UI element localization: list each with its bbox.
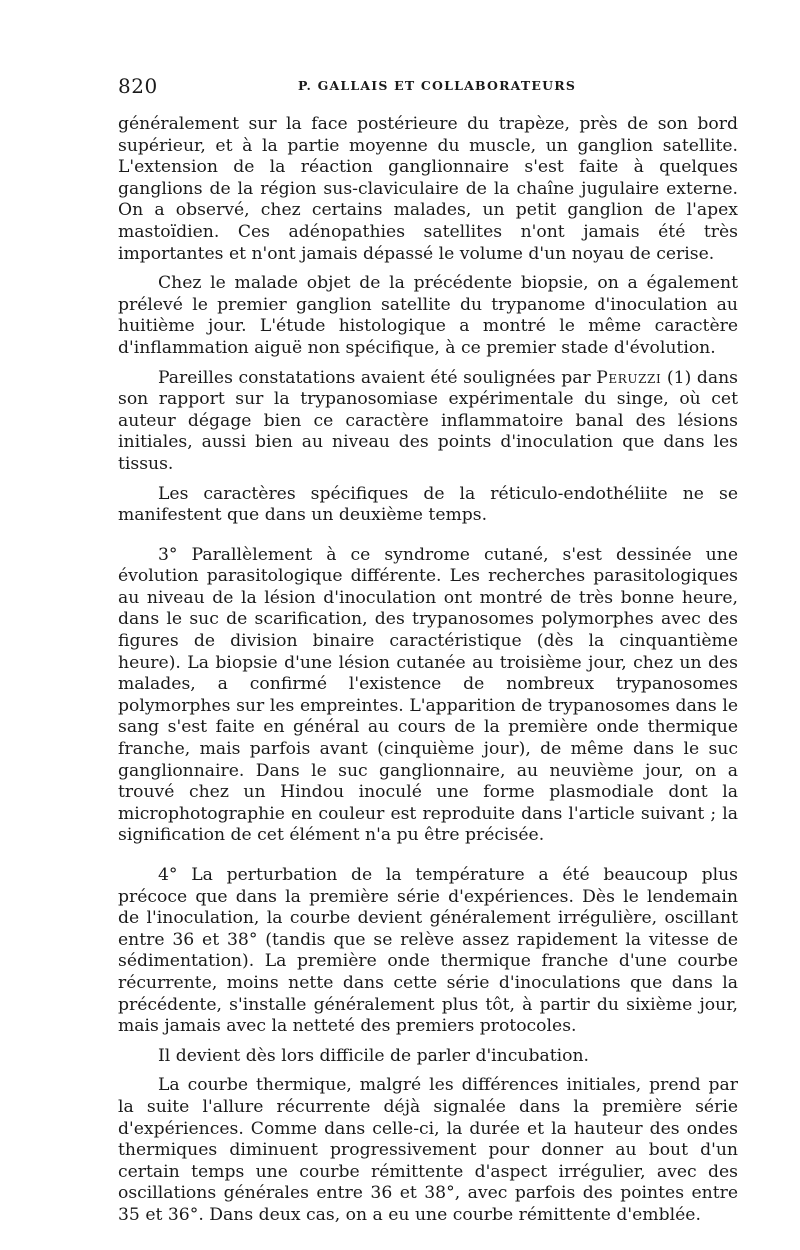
paragraph-incubation: Il devient dès lors difficile de parler d'incubation. <box>158 1045 589 1066</box>
running-title: P. GALLAIS ET COLLABORATEURS <box>298 78 577 93</box>
paragraph-continued-ganglion: généralement sur la face postérieure du trapèze, près de son bord supérieur, et à la partie moyenne du muscle, un ganglion satellite. L'extension de la réaction ganglionnaire s'est faite à quelques ganglions de la région sus-claviculaire de la chaîne jugulaire externe. On a observé, chez certains malades, un petit ganglion de l'apex mastoïdien. Ces adénopathies satellites n'ont jamais été très importantes et n'ont jamais dépassé le volume d'un noyau de cerise. <box>118 114 738 264</box>
journal-page <box>118 74 738 1227</box>
peruzzi-text-after: (1) dans son rapport sur la trypanosomiase expérimentale du singe, où cet auteur dégage bien ce caractère inflammatoire banal des lésions initiales, aussi bien au niveau des points d'inoculation que dans les tissus. <box>118 367 738 474</box>
paragraph-thermal-curve: La courbe thermique, malgré les différences initiales, prend par la suite l'allure récurrente déjà signalée dans la première série d'expériences. Comme dans celle-ci, la durée et la hauteur des ondes thermiques diminuent progressivement pour donner au bout d'un certain temps une courbe rémittente d'aspect irrégulier, avec des oscillations générales entre 36 et 38°, avec parfois des pointes entre 35 et 36°. Dans deux cas, on a eu une courbe rémittente d'emblée. <box>118 1075 738 1225</box>
paragraph-section-4-temperature: 4° La perturbation de la température a été beaucoup plus précoce que dans la première série d'expériences. Dès le lendemain de l'inoculation, la courbe devient généralement irrégulière, oscillant entre 36 et 38° (tandis que se relève assez rapidement la vitesse de sédimentation). La première onde thermique franche d'une courbe récurrente, moins nette dans cette série d'inoculations que dans la précédente, s'installe généralement plus tôt, à partir du sixième jour, mais jamais avec la netteté des premiers protocoles. <box>118 865 738 1037</box>
running-head <box>118 74 738 104</box>
paragraph-specific-characters: Les caractères spécifiques de la réticulo-endothéliite ne se manifestent que dans un deuxième temps. <box>118 483 738 526</box>
paragraph-peruzzi <box>118 368 738 476</box>
paragraph-biopsy: Chez le malade objet de la précédente biopsie, on a également prélevé le premier ganglion satellite du trypanome d'inoculation au huitième jour. L'étude histologique a montré le même caractère d'inflammation aiguë non spécifique, à ce premier stade d'évolution. <box>118 273 738 358</box>
page-number: 820 <box>118 74 158 98</box>
author-name-peruzzi: Peruzzi <box>596 367 662 388</box>
peruzzi-text-before: Pareilles constatations avaient été soulignées par <box>158 367 597 388</box>
paragraph-section-3-parasitology: 3° Parallèlement à ce syndrome cutané, s'est dessinée une évolution parasitologique différente. Les recherches parasitologiques au niveau de la lésion d'inoculation ont montré de très bonne heure, dans le suc de scarification, des trypanosomes polymorphes avec des figures de division binaire caractéristique (dès la cinquantième heure). La biopsie d'une lésion cutanée au troisième jour, chez un des malades, a confirmé l'existence de nombreux trypanosomes polymorphes sur les empreintes. L'apparition de trypanosomes dans le sang s'est faite en général au cours de la première onde thermique franche, mais parfois avant (cinquième jour), de même dans le suc ganglionnaire. Dans le suc ganglionnaire, au neuvième jour, on a trouvé chez un Hindou inoculé une forme plasmodiale dont la microphotographie en couleur est reproduite dans l'article suivant ; la signification de cet élément n'a pu être précisée. <box>118 544 738 846</box>
